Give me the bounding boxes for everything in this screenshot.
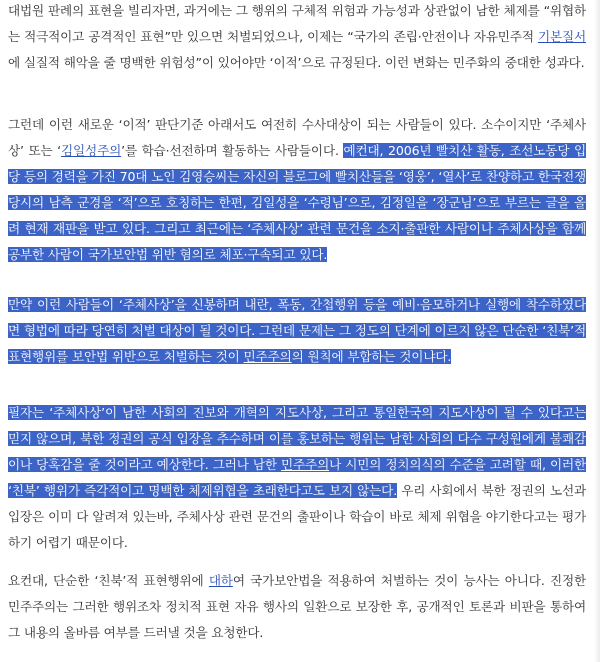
paragraph-5 bbox=[8, 568, 586, 646]
paragraph-2-text-b: ’를 학습·선전하며 활동하는 사람들이다. bbox=[121, 143, 344, 158]
paragraph-1 bbox=[8, 0, 586, 76]
paragraph-2-text-a: 그런데 이런 새로운 ‘이적’ 판단기준 아래서도 여전히 수사대상이 되는 사람들이 있다. 소수이지만 ‘주체사상’ 또는 ‘ bbox=[8, 117, 586, 158]
link-democracy-1[interactable]: 민주주의 bbox=[243, 349, 292, 364]
paragraph-3 bbox=[8, 292, 586, 370]
paragraph-3-highlight-a: 만약 이런 사람들이 ‘주체사상’을 신봉하며 내란, 폭동, 간첩행위 등을 예비·음모하거나 실행에 착수하였다면 형법에 따라 당연히 처벌 대상이 될 것이다. 그런데 문제는 그 정도의 단계에 이르지 않은 단순한 ‘친북’적 표현행위를 보안법 위반으로 처벌하는 것이 bbox=[8, 297, 586, 364]
paragraph-1-text-b: 에 실질적 해악을 줄 명백한 위험성”이 있어야만 ‘이적’으로 규정된다. 이런 변화는 민주화의 중대한 성과다. bbox=[8, 55, 585, 70]
paragraph-3-highlight-b: 의 원칙에 부합하는 것이냐다. bbox=[291, 349, 452, 364]
paragraph-4 bbox=[8, 400, 586, 556]
right-edge-shadow bbox=[594, 0, 600, 662]
paragraph-2 bbox=[8, 112, 586, 268]
link-kimilsungism[interactable]: 김일성주의 bbox=[61, 143, 122, 158]
paragraph-1-text-a: 대법원 판례의 표현을 빌리자면, 과거에는 그 행위의 구체적 위험과 가능성과 상관없이 남한 체제를 “위협하는 적극적이고 공격적인 표현”만 있으면 처벌되었으나, 이제는 “국가의 존립·안전이나 자유민주적 bbox=[8, 3, 586, 44]
paragraph-4-text: 우리 사회에서 북한 정권의 노선과 입장은 이미 다 알려져 있는바, 주체사상 관련 문건의 출판이나 학습이 바로 체제 위협을 야기한다고는 평가하기 어렵기 때문이다. bbox=[8, 483, 587, 550]
paragraph-4-highlight-a: 필자는 ‘주체사상’이 남한 사회의 진보와 개혁의 지도사상, 그리고 통일한국의 지도사상이 될 수 있다고는 믿지 않으며, 북한 정권의 공식 입장을 추수하며 이를 홍보하는 행위는 남한 사회의 다수 구성원에게 불쾌감이나 당혹감을 줄 것이라고 예상한다. 그러나 남한 bbox=[8, 405, 586, 472]
paragraph-5-text-b: 여 국가보안법을 적용하여 처벌하는 것이 능사는 아니다. 진정한 민주주의는 그러한 행위조차 정치적 표현 자유 행사의 일환으로 보장한 후, 공개적인 토론과 비판을 통하여 그 내용의 올바름 여부를 드러낼 것을 요청한다. bbox=[8, 573, 586, 640]
link-basic-order[interactable]: 기본질서 bbox=[537, 29, 586, 44]
paragraph-5-text-a: 요컨대, 단순한 ‘친북’적 표현행위에 bbox=[8, 573, 209, 588]
link-regarding[interactable]: 대하 bbox=[208, 573, 233, 588]
paragraph-4-highlight-b: 나 시민의 정치의식의 수준을 고려할 때, 이러한 ‘친북’ 행위가 즉각적이고 명백한 체제위협을 초래한다고도 보지 않는다. bbox=[8, 457, 586, 498]
paragraph-2-highlight: 예컨대, 2006년 빨치산 활동, 조선노동당 입당 등의 경력을 가진 70대 노인 김영승씨는 자신의 블로그에 빨치산들을 ‘영웅’, ‘열사’로 찬양하고 한국전쟁 당시의 남측 군경을 ‘적’으로 호칭하는 한편, 김일성을 ‘수령님’으로, 김정일을 ‘장군님’으로 부르는 글을 올려 현재 재판을 받고 있다. 그리고 최근에는 ‘주체사상’ 관련 문건을 소지·출판한 사람이나 주체사상을 함께 공부한 사람이 국가보안법 위반 혐의로 체포·구속되고 있다. bbox=[8, 143, 587, 262]
link-democracy-2[interactable]: 민주주의 bbox=[281, 457, 330, 472]
